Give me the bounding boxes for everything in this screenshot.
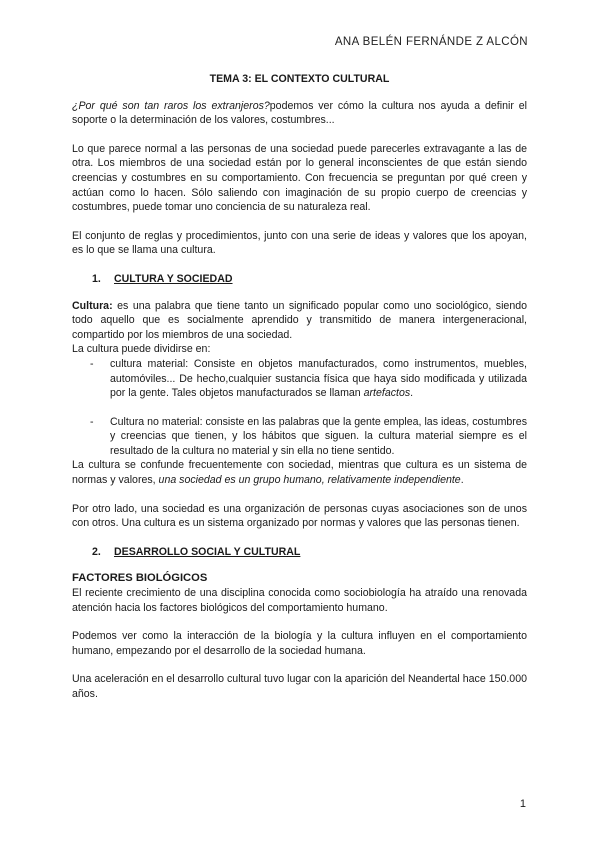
definition-term: Cultura: bbox=[72, 299, 113, 312]
culture-types-list bbox=[72, 357, 527, 459]
list-item-text: cultura material: Consiste en objetos manufacturados, como instrumentos, muebles, automóviles... De hecho,cualquier sustancia física que haya sido modificada y utilizada por la gente. Tales objetos manufacturados se llaman bbox=[110, 357, 527, 400]
author-header: ANA BELÉN FERNÁNDE Z ALCÓN bbox=[334, 36, 528, 48]
document-title: TEMA 3: EL CONTEXTO CULTURAL bbox=[209, 73, 390, 85]
section-label: CULTURA Y SOCIEDAD bbox=[114, 272, 233, 285]
section-number: 1. bbox=[92, 272, 101, 285]
section-number: 2. bbox=[92, 545, 101, 558]
list-dash: - bbox=[90, 357, 94, 370]
paragraph-cultura-def bbox=[72, 299, 527, 343]
confuse-italic: una sociedad es un grupo humano, relativamente independiente bbox=[158, 474, 461, 487]
intro-rest: podemos ver cómo la cultura nos ayuda a definir el soporte o la determinación de los valores, costumbres... bbox=[72, 99, 527, 127]
paragraph-sociobiology: El reciente crecimiento de una disciplina conocida como sociobiología ha atraído una renovada atención hacia los factores biológicos del comportamiento humano. bbox=[72, 587, 527, 614]
paragraph-interaction: Podemos ver como la interacción de la biología y la cultura influyen en el comportamiento humano, empezando por el desarrollo de la sociedad humana. bbox=[72, 630, 527, 657]
section-heading-1 bbox=[92, 272, 527, 287]
confuse-end: . bbox=[460, 474, 464, 487]
paragraph-neandertal: Una aceleración en el desarrollo cultural tuvo lugar con la aparición del Neandertal hace 150.000 años. bbox=[72, 673, 527, 700]
section-label: DESARROLLO SOCIAL Y CULTURAL bbox=[114, 545, 301, 558]
intro-question: ¿Por qué son tan raros los extranjeros? bbox=[72, 99, 270, 112]
subheading-biological-factors: FACTORES BIOLÓGICOS bbox=[72, 572, 208, 585]
division-intro: La cultura puede dividirse en: bbox=[72, 343, 211, 356]
list-item-end: . bbox=[410, 387, 414, 400]
paragraph-culture-vs-society bbox=[72, 458, 527, 487]
list-item-italic: artefactos bbox=[363, 387, 411, 400]
list-dash: - bbox=[90, 415, 94, 428]
list-item bbox=[90, 357, 527, 401]
paragraph-culture-definition: El conjunto de reglas y procedimientos, junto con una serie de ideas y valores que los apoyan, es lo que se llama una cultura. bbox=[72, 229, 527, 257]
list-item-text: Cultura no material: consiste en las palabras que la gente emplea, las ideas, costumbres y creencias que tienen, y los hábitos que siguen. la cultura material siempre es el resultado de la cultura no material y sin ella no tiene sentido. bbox=[110, 415, 527, 457]
confuse-text: La cultura se confunde frecuentemente con sociedad, mientras que cultura es un sistema de normas y valores, bbox=[72, 459, 527, 487]
paragraph-society: Por otro lado, una sociedad es una organización de personas cuyas asociaciones son de unos con otros. Una cultura es un sistema organizado por normas y valores que las personas tienen. bbox=[72, 502, 527, 530]
document-body bbox=[72, 72, 527, 716]
list-item bbox=[90, 415, 527, 459]
intro-paragraph bbox=[72, 99, 527, 128]
section-heading-2 bbox=[92, 545, 527, 560]
paragraph-norms: Lo que parece normal a las personas de una sociedad puede parecerles extravagante a las de otra. Los miembros de una sociedad están por lo general inconscientes de que están siendo creencias y costumbres en su comportamiento. Con frecuencia se preguntan por qué creen y actúan como lo hacen. Sólo saliendo con imaginación de su propio cuerpo de creencias y costumbres, puede tomar uno conciencia de su naturaleza real. bbox=[72, 142, 527, 214]
definition-text: es una palabra que tiene tanto un significado popular como uno sociológico, siendo todo aquello que es socialmente aprendido y transmitido de manera intergeneracional, compartido por los miembros de una sociedad. bbox=[72, 299, 527, 341]
page-number: 1 bbox=[519, 798, 526, 810]
